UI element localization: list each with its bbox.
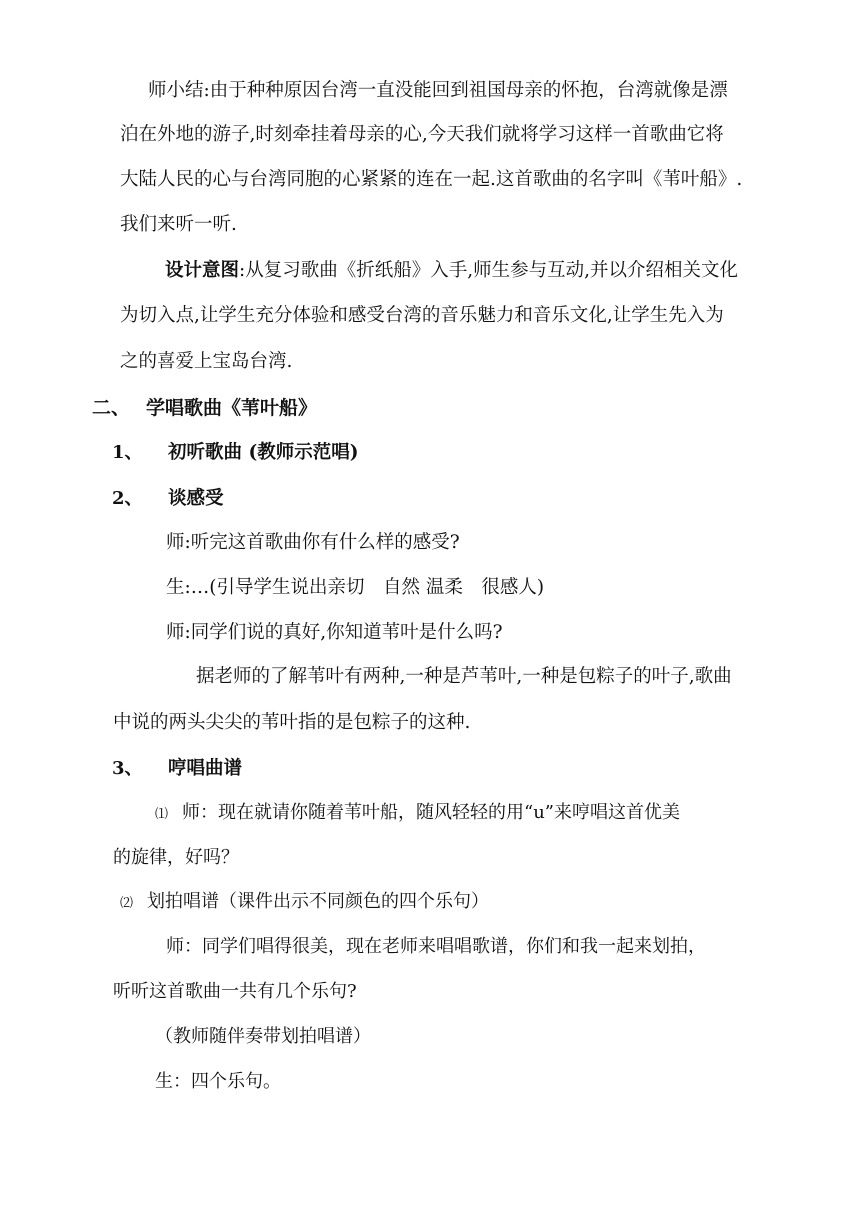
step2-line-5: 中说的两头尖尖的苇叶指的是包粽子的这种. — [113, 712, 471, 733]
step3-sub2-line-3: 听听这首歌曲一共有几个乐句? — [113, 981, 357, 1002]
design-intent-label: 设计意图 — [165, 260, 240, 281]
step2-line-1: 师:听完这首歌曲你有什么样的感受? — [166, 532, 460, 553]
step3-title: 哼唱曲谱 — [168, 758, 243, 779]
step3-sub2-line-4: （教师随伴奏带划拍唱谱） — [155, 1026, 371, 1047]
summary-line-3: 大陆人民的心与台湾同胞的心紧紧的连在一起.这首歌曲的名字叫《苇叶船》. — [120, 169, 743, 190]
step3-sub2-line-1 — [120, 890, 489, 916]
step3-sub2-marker: ⑵ — [120, 896, 134, 911]
design-intent-line-3: 之的喜爱上宝岛台湾. — [120, 351, 293, 372]
step3-sub2-title: 划拍唱谱（课件出示不同颜色的四个乐句） — [147, 891, 490, 912]
design-intent-text: :从复习歌曲《折纸船》入手,师生参与互动,并以介绍相关文化 — [239, 260, 739, 281]
summary-line-2: 泊在外地的游子,时刻牵挂着母亲的心,今天我们就将学习这样一首歌曲它将 — [120, 124, 724, 145]
design-intent-line-2: 为切入点,让学生充分体验和感受台湾的音乐魅力和音乐文化,让学生先入为 — [120, 305, 724, 326]
step3-sub1-text: 师：现在就请你随着苇叶船，随风轻轻的用“u”来哼唱这首优美 — [182, 802, 681, 823]
step3-sub1-marker: ⑴ — [155, 807, 169, 822]
step3-sub1-line-2: 的旋律，好吗？ — [113, 847, 239, 868]
section-two-number: 二、 — [92, 397, 131, 419]
section-two-title: 学唱歌曲《苇叶船》 — [146, 397, 318, 419]
step3-sub1-line-1 — [155, 801, 680, 827]
summary-line-4: 我们来听一听. — [120, 214, 237, 235]
step2-line-3: 师:同学们说的真好,你知道苇叶是什么吗? — [166, 622, 503, 643]
step2-line-2: 生:…(引导学生说出亲切 自然 温柔 很感人) — [166, 577, 545, 598]
step2-line-4: 据老师的了解苇叶有两种,一种是芦苇叶,一种是包粽子的叶子,歌曲 — [196, 666, 732, 687]
step3-number: 3、 — [112, 758, 143, 779]
summary-line-1: 师小结:由于种种原因台湾一直没能回到祖国母亲的怀抱，台湾就像是漂 — [148, 80, 728, 101]
design-intent-line-1 — [165, 259, 738, 283]
step1-number: 1、 — [112, 442, 143, 463]
step1-title: 初听歌曲 (教师示范唱) — [168, 442, 359, 463]
step3-sub2-line-2: 师：同学们唱得很美，现在老师来唱唱歌谱，你们和我一起来划拍， — [166, 936, 706, 957]
step2-number: 2、 — [112, 488, 143, 509]
step3-sub2-line-5: 生：四个乐句。 — [155, 1071, 281, 1092]
step2-title: 谈感受 — [168, 488, 224, 509]
